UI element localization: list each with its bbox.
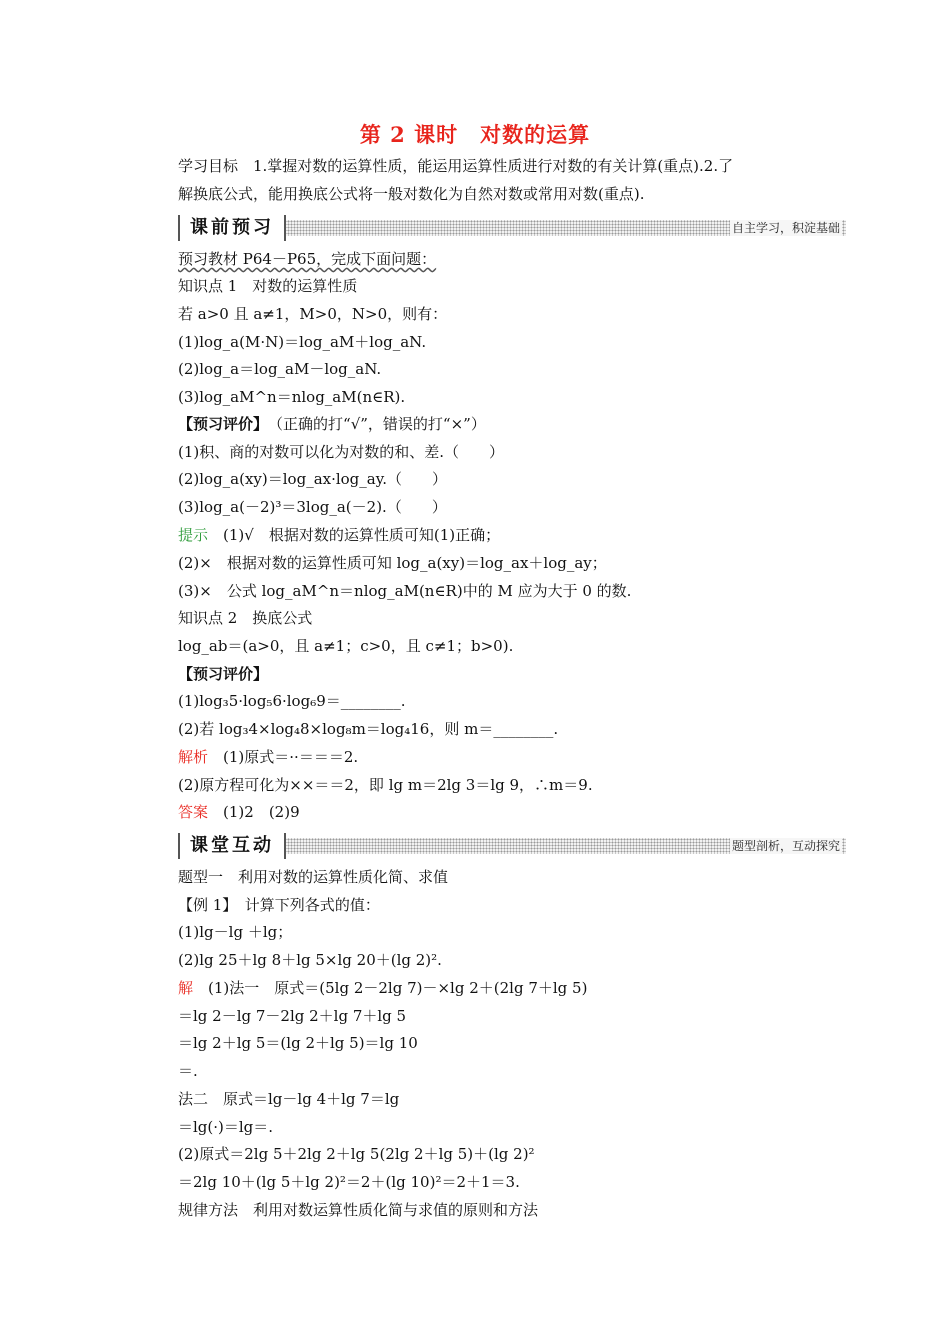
- change-of-base-formula: log_ab＝(a>0，且 a≠1；c>0，且 c≠1；b>0).: [178, 637, 514, 655]
- lesson-title-number: 第 2 课时: [359, 122, 459, 147]
- analysis-line-1: 解析 (1)原式＝··＝＝＝2.: [178, 748, 359, 766]
- preview-evaluation-heading: [178, 414, 486, 434]
- example-1-heading: 【例 1】 计算下列各式的值：: [178, 896, 380, 914]
- preview-intro: 预习教材 P64－P65，完成下面问题：: [178, 250, 437, 268]
- preview-evaluation-2-title: 【预习评价】: [178, 665, 269, 683]
- question-type-1: 题型一 利用对数的运算性质化简、求值: [178, 868, 449, 886]
- analysis-line-2: (2)原方程可化为××＝＝2，即 lg m＝2lg 3＝lg 9，∴m＝9.: [178, 776, 593, 794]
- example-1-part-1: (1)lg－lg ＋lg；: [178, 923, 293, 941]
- evaluation-title: 【预习评价】: [178, 415, 261, 433]
- knowledge-point-1-condition: 若 a>0 且 a≠1，M>0，N>0，则有：: [178, 305, 448, 323]
- method-summary: 规律方法 利用对数运算性质化简与求值的原则和方法: [178, 1201, 539, 1219]
- hint-line-1: 提示 (1)√ 根据对数的运算性质可知(1)正确；: [178, 526, 501, 544]
- knowledge-point-1-title: 知识点 1 对数的运算性质: [178, 277, 358, 295]
- evaluation-exercise-2: (2)若 log₃4×log₄8×log₈m＝log₄16，则 m＝________.: [178, 720, 559, 738]
- section-banner-preview: [178, 215, 846, 241]
- true-false-question-2: (2)log_a(xy)＝log_ax·log_ay.（ ）: [178, 470, 447, 488]
- example-1-part-2: (2)lg 25＋lg 8＋lg 5×lg 20＋(lg 2)².: [178, 951, 442, 969]
- analysis-label: 解析: [178, 748, 209, 766]
- solution-line-2: ＝lg 2－lg 7－2lg 2＋lg 7＋lg 5: [178, 1007, 407, 1025]
- solution-label: 解: [178, 979, 194, 997]
- banner-tag: 题型剖析，互动探究: [731, 839, 840, 853]
- evaluation-exercise-1: (1)log₃5·log₅6·log₆9＝________.: [178, 692, 406, 710]
- lesson-title: [0, 122, 950, 148]
- banner-label: 课堂互动: [178, 833, 286, 859]
- banner-label: 课前预习: [178, 215, 286, 241]
- learning-objective-line1: 学习目标 1.掌握对数的运算性质，能运用运算性质进行对数的有关计算(重点).2.了: [178, 157, 734, 175]
- solution-line-4: ＝.: [178, 1062, 198, 1080]
- solution-line-8: ＝2lg 10＋(lg 5＋lg 2)²＝2＋(lg 10)²＝2＋1＝3.: [178, 1173, 520, 1191]
- property-1: (1)log_a(M·N)＝log_aM＋log_aN.: [178, 333, 427, 351]
- knowledge-point-2-title: 知识点 2 换底公式: [178, 609, 313, 627]
- banner-tag: 自主学习，积淀基础: [731, 221, 840, 235]
- solution-line-7: (2)原式＝2lg 5＋2lg 2＋lg 5(2lg 2＋lg 5)＋(lg 2)²: [178, 1145, 535, 1163]
- solution-line-3: ＝lg 2＋lg 5＝(lg 2＋lg 5)＝lg 10: [178, 1034, 418, 1052]
- true-false-question-3: (3)log_a(－2)³＝3log_a(－2).（ ）: [178, 498, 447, 516]
- answer-line: 答案 (1)2 (2)9: [178, 803, 300, 821]
- true-false-question-1: (1)积、商的对数可以化为对数的和、差.（ ）: [178, 443, 505, 461]
- section-banner-classroom: [178, 833, 846, 859]
- property-3: (3)log_aM^n＝nlog_aM(n∈R).: [178, 388, 406, 406]
- hint-label: 提示: [178, 526, 209, 544]
- hint-line-2: (2)× 根据对数的运算性质可知 log_a(xy)＝log_ax＋log_ay；: [178, 554, 607, 572]
- solution-line-1: 解 (1)法一 原式＝(5lg 2－2lg 7)－×lg 2＋(2lg 7＋lg 5): [178, 979, 588, 997]
- solution-line-6: ＝lg(·)＝lg＝.: [178, 1118, 274, 1136]
- hint-line-3: (3)× 公式 log_aM^n＝nlog_aM(n∈R)中的 M 应为大于 0 的数.: [178, 582, 632, 600]
- evaluation-instruction: （正确的打“√”，错误的打“×”）: [275, 415, 486, 433]
- property-2: (2)log_a＝log_aM－log_aN.: [178, 360, 382, 378]
- learning-objective-line2: 解换底公式，能用换底公式将一般对数化为自然对数或常用对数(重点).: [178, 185, 645, 203]
- lesson-title-topic: 对数的运算: [480, 122, 591, 147]
- answer-label: 答案: [178, 803, 209, 821]
- solution-line-5: 法二 原式＝lg－lg 4＋lg 7＝lg: [178, 1090, 400, 1108]
